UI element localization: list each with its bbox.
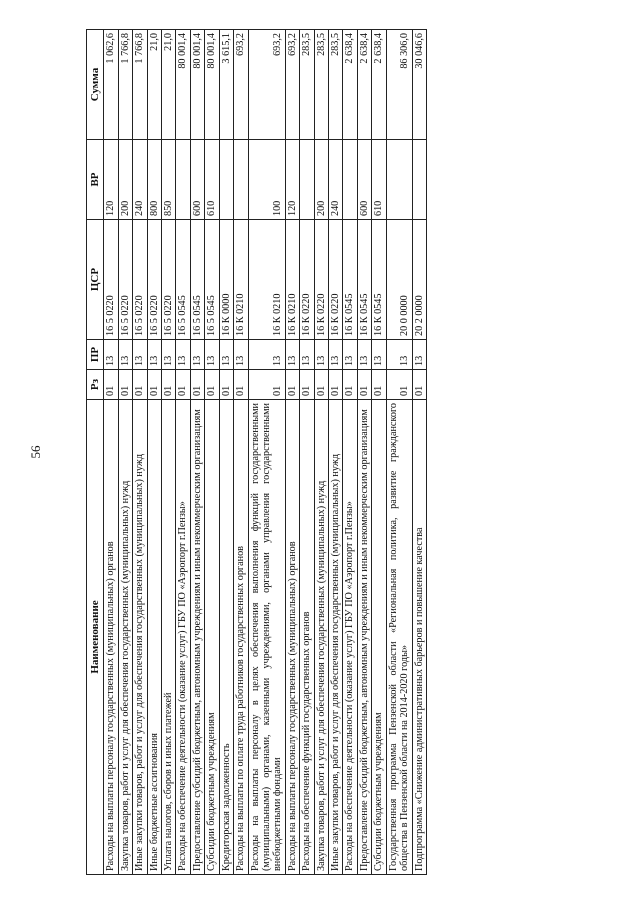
- cell-sum: 1 062,6: [104, 30, 118, 140]
- cell-sum: 283,5: [314, 30, 328, 140]
- cell-vr: 600: [190, 140, 204, 220]
- cell-rz: 01: [133, 370, 147, 400]
- cell-rz: 01: [205, 370, 219, 400]
- cell-pr: 13: [176, 340, 190, 370]
- table-body: [104, 30, 427, 875]
- cell-vr: [219, 140, 233, 220]
- cell-vr: 800: [147, 140, 161, 220]
- cell-csr: 16 К 0000: [219, 220, 233, 340]
- cell-vr: [300, 140, 314, 220]
- table-row: [205, 30, 219, 875]
- table-row: [285, 30, 299, 875]
- cell-name: Расходы на выплаты персоналу государственных (муниципальных) органов: [104, 400, 118, 875]
- cell-name: Закупка товаров, работ и услуг для обеспечения государственных (муниципальных) нужд: [314, 400, 328, 875]
- cell-pr: 13: [205, 340, 219, 370]
- cell-pr: 13: [162, 340, 176, 370]
- cell-rz: 01: [190, 370, 204, 400]
- table-row: [190, 30, 204, 875]
- cell-pr: 13: [285, 340, 299, 370]
- cell-name: Расходы на выплаты персоналу государственных (муниципальных) органов: [285, 400, 299, 875]
- table-row: [372, 30, 386, 875]
- cell-vr: [176, 140, 190, 220]
- cell-name: Расходы на выплаты по оплате труда работников государственных органов: [234, 400, 248, 875]
- cell-sum: 693,2: [248, 30, 285, 140]
- cell-rz: 01: [314, 370, 328, 400]
- cell-name: Расходы на обеспечение функций государственных органов: [300, 400, 314, 875]
- cell-rz: 01: [118, 370, 132, 400]
- header-csr: ЦСР: [87, 220, 104, 340]
- cell-rz: 01: [386, 370, 412, 400]
- cell-csr: 20 0 0000: [386, 220, 412, 340]
- rotated-table-area: [86, 30, 640, 871]
- cell-vr: [343, 140, 357, 220]
- cell-name: Расходы на выплаты персоналу в целях обеспечения выполнения функций государственными (муниципальными) органами, казенными учреждениями, органами управления государственными внебюджетными фондами: [248, 400, 285, 875]
- cell-sum: 3 615,1: [219, 30, 233, 140]
- cell-sum: 80 001,4: [205, 30, 219, 140]
- table-row: [248, 30, 285, 875]
- cell-vr: 240: [329, 140, 343, 220]
- page-number: 56: [28, 445, 43, 459]
- cell-vr: [386, 140, 412, 220]
- cell-sum: 2 638,4: [343, 30, 357, 140]
- table-row: [412, 30, 426, 875]
- cell-csr: 16 К 0545: [357, 220, 371, 340]
- table-row: [386, 30, 412, 875]
- cell-name: Подпрограмма «Снижение административных барьеров и повышение качества: [412, 400, 426, 875]
- table-rotation-wrapper: [86, 30, 427, 875]
- cell-rz: 01: [147, 370, 161, 400]
- cell-vr: 600: [357, 140, 371, 220]
- header-sum: Сумма: [87, 30, 104, 140]
- cell-sum: 2 638,4: [357, 30, 371, 140]
- cell-rz: 01: [285, 370, 299, 400]
- cell-csr: 16 5 0220: [118, 220, 132, 340]
- cell-name: Предоставление субсидий бюджетным, автономным учреждениям и иным некоммерческим организациям: [190, 400, 204, 875]
- cell-csr: 16 5 0220: [162, 220, 176, 340]
- cell-vr: 100: [248, 140, 285, 220]
- cell-name: Расходы на обеспечение деятельности (оказание услуг) ГБУ ПО «Аэропорт г.Пензы»: [176, 400, 190, 875]
- header-pr: ПР: [87, 340, 104, 370]
- cell-rz: 01: [372, 370, 386, 400]
- table-row: [234, 30, 248, 875]
- cell-pr: 13: [329, 340, 343, 370]
- cell-pr: 13: [147, 340, 161, 370]
- cell-rz: 01: [248, 370, 285, 400]
- table-row: [147, 30, 161, 875]
- cell-name: Кредиторская задолженность: [219, 400, 233, 875]
- cell-name: Иные закупки товаров, работ и услуг для обеспечения государственных (муниципальных) нужд: [133, 400, 147, 875]
- cell-pr: 13: [190, 340, 204, 370]
- cell-rz: 01: [412, 370, 426, 400]
- cell-sum: 21,0: [162, 30, 176, 140]
- cell-pr: 13: [314, 340, 328, 370]
- cell-vr: 120: [104, 140, 118, 220]
- cell-vr: 610: [372, 140, 386, 220]
- table-row: [118, 30, 132, 875]
- cell-sum: 30 046,6: [412, 30, 426, 140]
- cell-vr: [412, 140, 426, 220]
- cell-csr: 16 К 0545: [343, 220, 357, 340]
- cell-name: Предоставление субсидий бюджетным, автономным учреждениям и иным некоммерческим организациям: [357, 400, 371, 875]
- header-name: Наименование: [87, 400, 104, 875]
- table-row: [300, 30, 314, 875]
- cell-vr: 200: [314, 140, 328, 220]
- cell-name: Закупка товаров, работ и услуг для обеспечения государственных (муниципальных) нужд: [118, 400, 132, 875]
- cell-csr: 20 2 0000: [412, 220, 426, 340]
- cell-csr: 16 К 0220: [314, 220, 328, 340]
- cell-vr: 610: [205, 140, 219, 220]
- table-header-row: [87, 30, 104, 875]
- cell-rz: 01: [300, 370, 314, 400]
- cell-rz: 01: [343, 370, 357, 400]
- header-vr: ВР: [87, 140, 104, 220]
- cell-csr: 16 5 0545: [176, 220, 190, 340]
- cell-vr: [234, 140, 248, 220]
- cell-rz: 01: [329, 370, 343, 400]
- cell-name: Уплата налогов, сборов и иных платежей: [162, 400, 176, 875]
- cell-name: Субсидии бюджетным учреждениям: [205, 400, 219, 875]
- table-row: [357, 30, 371, 875]
- cell-sum: 80 001,4: [190, 30, 204, 140]
- cell-rz: 01: [219, 370, 233, 400]
- cell-sum: 21,0: [147, 30, 161, 140]
- cell-csr: 16 К 0210: [234, 220, 248, 340]
- cell-pr: 13: [357, 340, 371, 370]
- cell-pr: 13: [234, 340, 248, 370]
- cell-pr: 13: [219, 340, 233, 370]
- cell-sum: 283,5: [300, 30, 314, 140]
- table-row: [162, 30, 176, 875]
- cell-sum: 693,2: [285, 30, 299, 140]
- cell-sum: 2 638,4: [372, 30, 386, 140]
- cell-vr: 120: [285, 140, 299, 220]
- cell-pr: 13: [104, 340, 118, 370]
- cell-pr: 13: [343, 340, 357, 370]
- budget-table: [86, 29, 427, 875]
- cell-rz: 01: [357, 370, 371, 400]
- table-row: [314, 30, 328, 875]
- cell-csr: 16 5 0545: [205, 220, 219, 340]
- cell-pr: 13: [372, 340, 386, 370]
- cell-vr: 200: [118, 140, 132, 220]
- table-row: [104, 30, 118, 875]
- cell-csr: 16 К 0545: [372, 220, 386, 340]
- cell-sum: 1 766,8: [133, 30, 147, 140]
- cell-pr: 13: [412, 340, 426, 370]
- cell-csr: 16 5 0220: [104, 220, 118, 340]
- cell-pr: 13: [386, 340, 412, 370]
- cell-name: Иные бюджетные ассигнования: [147, 400, 161, 875]
- cell-name: Расходы на обеспечение деятельности (оказание услуг) ГБУ ПО «Аэропорт г.Пензы»: [343, 400, 357, 875]
- cell-csr: 16 5 0545: [190, 220, 204, 340]
- cell-pr: 13: [248, 340, 285, 370]
- cell-name: Субсидии бюджетным учреждениям: [372, 400, 386, 875]
- cell-sum: 693,2: [234, 30, 248, 140]
- cell-sum: 86 306,0: [386, 30, 412, 140]
- cell-rz: 01: [234, 370, 248, 400]
- cell-sum: 283,5: [329, 30, 343, 140]
- cell-pr: 13: [300, 340, 314, 370]
- cell-vr: 240: [133, 140, 147, 220]
- cell-pr: 13: [118, 340, 132, 370]
- table-row: [329, 30, 343, 875]
- cell-sum: 1 766,8: [118, 30, 132, 140]
- cell-csr: 16 К 0210: [248, 220, 285, 340]
- table-row: [343, 30, 357, 875]
- cell-name: Иные закупки товаров, работ и услуг для обеспечения государственных (муниципальных) нужд: [329, 400, 343, 875]
- table-row: [176, 30, 190, 875]
- header-rz: Рз: [87, 370, 104, 400]
- cell-rz: 01: [162, 370, 176, 400]
- cell-vr: 850: [162, 140, 176, 220]
- cell-csr: 16 5 0220: [147, 220, 161, 340]
- cell-rz: 01: [176, 370, 190, 400]
- cell-csr: 16 К 0220: [329, 220, 343, 340]
- cell-csr: 16 К 0220: [300, 220, 314, 340]
- cell-rz: 01: [104, 370, 118, 400]
- cell-csr: 16 К 0210: [285, 220, 299, 340]
- cell-sum: 80 001,4: [176, 30, 190, 140]
- cell-name: Государственная программа Пензенской области «Региональная политика, развитие гражданского общества в Пензенской области на 2014-2020 годы»: [386, 400, 412, 875]
- cell-pr: 13: [133, 340, 147, 370]
- table-row: [133, 30, 147, 875]
- cell-csr: 16 5 0220: [133, 220, 147, 340]
- table-row: [219, 30, 233, 875]
